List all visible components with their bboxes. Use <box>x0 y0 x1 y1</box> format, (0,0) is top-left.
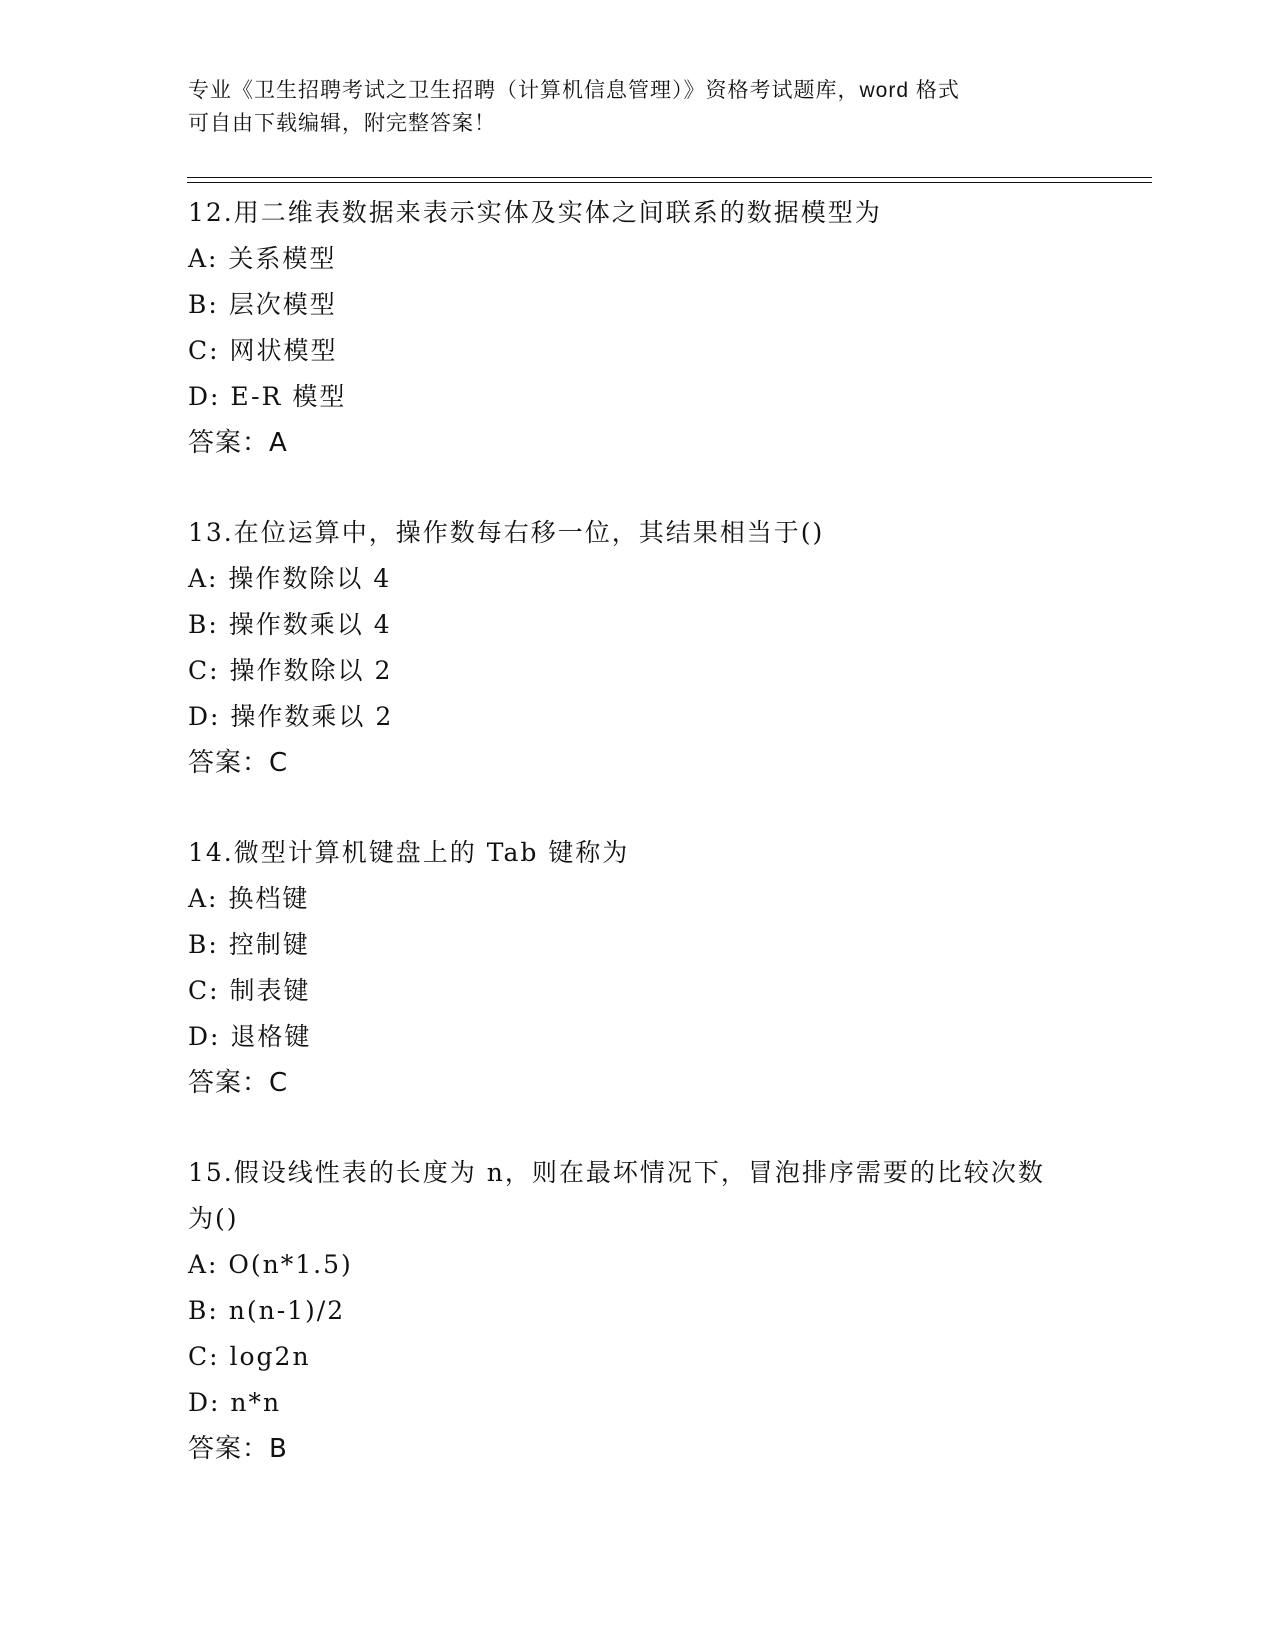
option-key: D: <box>188 702 221 731</box>
option-key: D: <box>188 1022 221 1051</box>
option-b <box>188 922 1088 968</box>
question-13 <box>188 510 1088 786</box>
option-a <box>188 1242 1088 1288</box>
document-header <box>188 74 1068 140</box>
question-14 <box>188 830 1088 1106</box>
option-key: A: <box>188 244 219 273</box>
option-text: 控制键 <box>218 930 310 959</box>
option-d <box>188 1380 1088 1426</box>
option-d <box>188 694 1088 740</box>
option-text: O(n*1.5) <box>218 1250 353 1279</box>
option-text: 操作数除以 4 <box>218 564 392 593</box>
question-number: 12. <box>188 198 234 227</box>
option-text: 操作数乘以 4 <box>218 610 392 639</box>
option-text: 退格键 <box>220 1022 312 1051</box>
option-key: D: <box>188 1388 221 1417</box>
answer-label: 答案： <box>188 1068 270 1098</box>
question-12 <box>188 190 1088 466</box>
option-key: C: <box>188 656 220 685</box>
answer-line <box>188 1426 1088 1472</box>
option-key: A: <box>188 1250 219 1279</box>
option-text: 换档键 <box>218 884 310 913</box>
option-text: n(n-1)/2 <box>218 1296 346 1325</box>
header-line-1: 专业《卫生招聘考试之卫生招聘（计算机信息管理）》资格考试题库，word 格式 <box>188 79 960 102</box>
option-key: C: <box>188 336 220 365</box>
option-text: E-R 模型 <box>220 382 347 411</box>
option-d <box>188 374 1088 420</box>
question-text: 微型计算机键盘上的 Tab 键称为 <box>233 838 630 867</box>
header-divider-top <box>187 177 1152 178</box>
question-stem <box>188 510 1088 556</box>
answer-value: A <box>269 428 288 458</box>
option-c <box>188 968 1088 1014</box>
option-key: A: <box>188 564 219 593</box>
question-number: 14. <box>188 838 234 867</box>
option-a <box>188 876 1088 922</box>
option-key: C: <box>188 976 220 1005</box>
question-stem <box>188 830 1088 876</box>
option-key: B: <box>188 930 219 959</box>
answer-value: C <box>269 748 289 778</box>
question-text: 假设线性表的长度为 n，则在最坏情况下，冒泡排序需要的比较次数为() <box>188 1158 1045 1233</box>
question-stem <box>188 1150 1068 1242</box>
option-text: 网状模型 <box>219 336 338 365</box>
header-line-2: 可自由下载编辑，附完整答案！ <box>188 112 496 135</box>
option-key: B: <box>188 610 219 639</box>
option-text: 操作数乘以 2 <box>220 702 394 731</box>
answer-line <box>188 420 1088 466</box>
option-key: C: <box>188 1342 220 1371</box>
option-c <box>188 648 1088 694</box>
option-key: D: <box>188 382 221 411</box>
option-c <box>188 328 1088 374</box>
option-text: 关系模型 <box>218 244 337 273</box>
option-key: B: <box>188 290 219 319</box>
option-text: n*n <box>220 1388 282 1417</box>
option-key: B: <box>188 1296 219 1325</box>
option-a <box>188 556 1088 602</box>
option-b <box>188 1288 1088 1334</box>
option-text: 层次模型 <box>218 290 337 319</box>
question-text: 用二维表数据来表示实体及实体之间联系的数据模型为 <box>233 198 882 227</box>
option-c <box>188 1334 1088 1380</box>
answer-label: 答案： <box>188 428 270 458</box>
option-b <box>188 602 1088 648</box>
question-15 <box>188 1150 1088 1472</box>
answer-value: C <box>269 1068 289 1098</box>
option-b <box>188 282 1088 328</box>
question-stem <box>188 190 1088 236</box>
header-divider-bottom <box>187 182 1152 183</box>
question-number: 13. <box>188 518 234 547</box>
option-a <box>188 236 1088 282</box>
option-text: log2n <box>219 1342 311 1371</box>
option-text: 制表键 <box>219 976 311 1005</box>
question-text: 在位运算中，操作数每右移一位，其结果相当于() <box>233 518 825 547</box>
option-text: 操作数除以 2 <box>219 656 393 685</box>
answer-label: 答案： <box>188 748 270 778</box>
question-number: 15. <box>188 1158 234 1187</box>
question-list <box>188 190 1088 1516</box>
answer-label: 答案： <box>188 1434 270 1464</box>
option-d <box>188 1014 1088 1060</box>
answer-line <box>188 740 1088 786</box>
option-key: A: <box>188 884 219 913</box>
answer-value: B <box>269 1434 288 1464</box>
answer-line <box>188 1060 1088 1106</box>
